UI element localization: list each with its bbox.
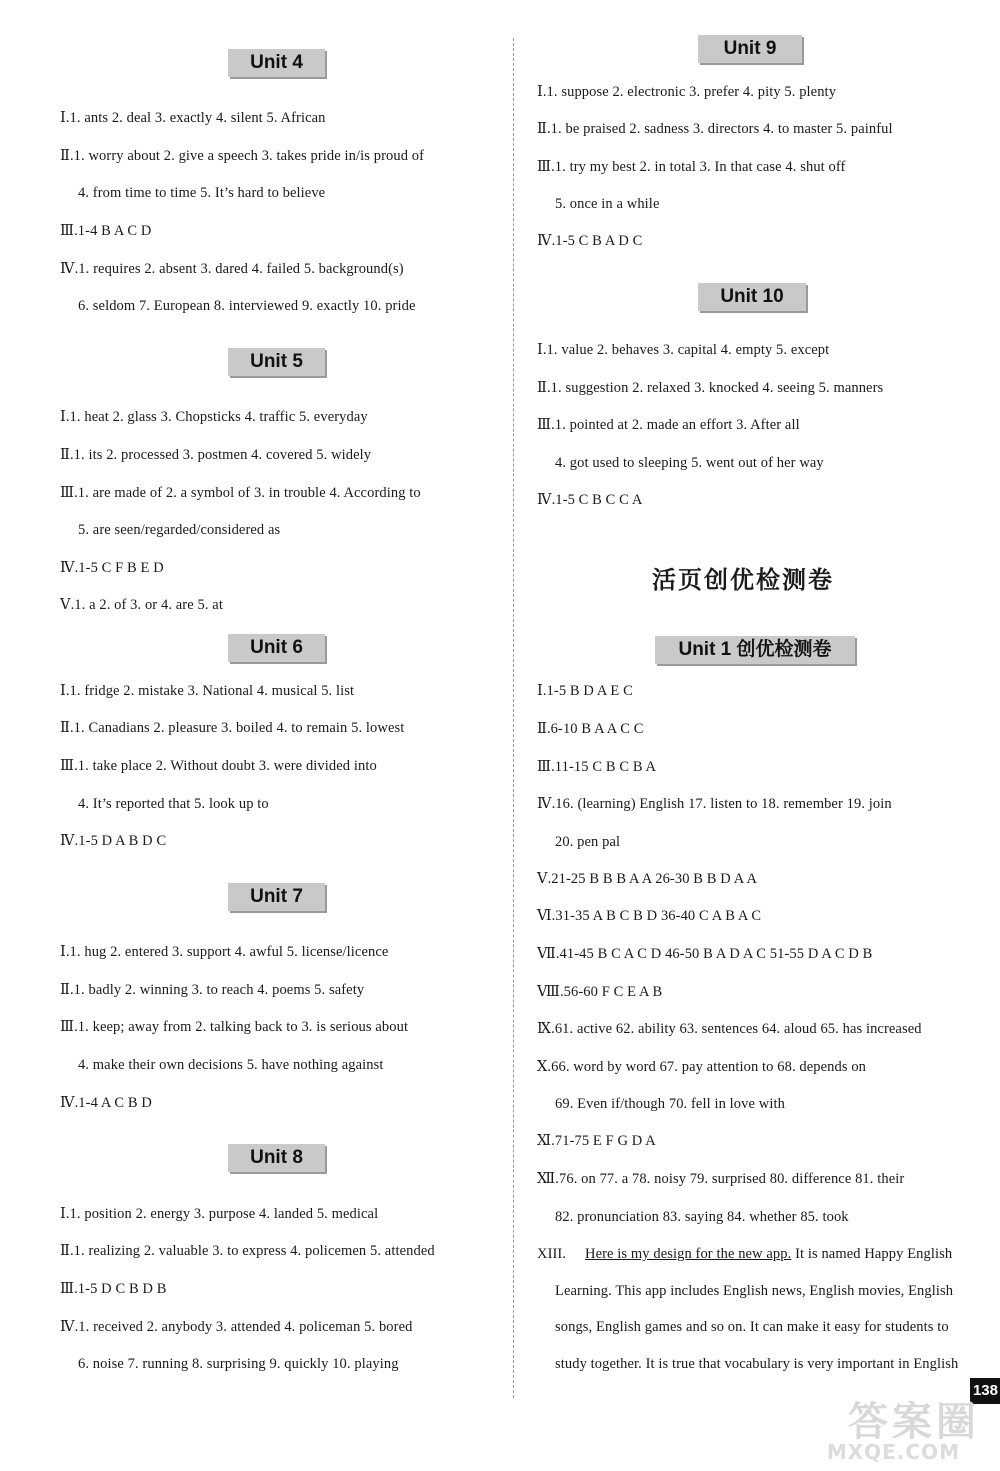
essay-label: XIII. xyxy=(537,1246,567,1262)
answer-line: 5. once in a while xyxy=(555,196,660,212)
answer-line: Ⅱ.1. be praised 2. sadness 3. directors 4. to master 5. painful xyxy=(537,121,893,137)
essay-line: study together. It is true that vocabulary is very important in English xyxy=(555,1356,959,1372)
answer-line: Ⅱ.6-10 B A A C C xyxy=(537,721,644,737)
unit1-test-heading: Unit 1 创优检测卷 xyxy=(655,636,855,664)
answer-line: 69. Even if/though 70. fell in love with xyxy=(555,1096,785,1112)
answer-line: Ⅳ.1. requires 2. absent 3. dared 4. failed 5. background(s) xyxy=(60,261,404,277)
answer-line: 20. pen pal xyxy=(555,834,621,850)
answer-line: Ⅳ.1. received 2. anybody 3. attended 4. policeman 5. bored xyxy=(60,1319,413,1335)
answer-line: Ⅱ.1. Canadians 2. pleasure 3. boiled 4. to remain 5. lowest xyxy=(60,720,405,736)
answer-line: Ⅳ.1-5 D A B D C xyxy=(60,833,167,849)
answer-line: Ⅱ.1. suggestion 2. relaxed 3. knocked 4. seeing 5. manners xyxy=(537,380,884,396)
answer-line: Ⅳ.1-5 C B C C A xyxy=(537,492,643,508)
unit8-heading: Unit 8 xyxy=(228,1144,325,1172)
answer-line: Ⅲ.1-4 B A C D xyxy=(60,223,152,239)
section-title: 活页创优检测卷 xyxy=(652,566,834,594)
answer-line: Ⅲ.1. pointed at 2. made an effort 3. After all xyxy=(537,417,800,433)
answer-line: Ⅱ.1. its 2. processed 3. postmen 4. covered 5. widely xyxy=(60,447,372,463)
essay-line: Learning. This app includes English news, English movies, English xyxy=(555,1283,954,1299)
unit4-heading: Unit 4 xyxy=(228,49,325,77)
answer-line: Ⅳ.1-5 C B A D C xyxy=(537,233,643,249)
answer-line: Ⅺ.71-75 E F G D A xyxy=(537,1133,656,1149)
watermark-logo: 答案圈 xyxy=(848,1399,980,1445)
answer-line: 4. It’s reported that 5. look up to xyxy=(78,796,269,812)
answer-line: Ⅰ.1. fridge 2. mistake 3. National 4. musical 5. list xyxy=(60,683,355,699)
answer-line: Ⅳ.1-4 A C B D xyxy=(60,1095,152,1111)
answer-line: Ⅹ.66. word by word 67. pay attention to 68. depends on xyxy=(537,1059,867,1075)
answer-line: Ⅲ.1. are made of 2. a symbol of 3. in trouble 4. According to xyxy=(60,485,421,501)
answer-line: Ⅱ.1. worry about 2. give a speech 3. takes pride in/is proud of xyxy=(60,148,425,164)
answer-line: Ⅰ.1. ants 2. deal 3. exactly 4. silent 5. African xyxy=(60,110,326,126)
answer-line: Ⅰ.1. position 2. energy 3. purpose 4. landed 5. medical xyxy=(60,1206,379,1222)
answer-line: Ⅱ.1. realizing 2. valuable 3. to express 4. policemen 5. attended xyxy=(60,1243,435,1259)
answer-line: Ⅵ.31-35 A B C B D 36-40 C A B A C xyxy=(537,908,762,924)
answer-line: Ⅴ.1. a 2. of 3. or 4. are 5. at xyxy=(60,597,223,613)
answer-line: Ⅸ.61. active 62. ability 63. sentences 64. aloud 65. has increased xyxy=(537,1021,922,1037)
answer-line: 6. seldom 7. European 8. interviewed 9. exactly 10. pride xyxy=(78,298,416,314)
answer-line: Ⅱ.1. badly 2. winning 3. to reach 4. poems 5. safety xyxy=(60,982,365,998)
answer-line: Ⅰ.1. hug 2. entered 3. support 4. awful 5. license/licence xyxy=(60,944,389,960)
answer-line: 82. pronunciation 83. saying 84. whether 85. took xyxy=(555,1209,849,1225)
answer-line: 5. are seen/regarded/considered as xyxy=(78,522,281,538)
answer-line: Ⅻ.76. on 77. a 78. noisy 79. surprised 80. difference 81. their xyxy=(537,1171,905,1187)
answer-line: Ⅶ.41-45 B C A C D 46-50 B A D A C 51-55 D A C D B xyxy=(537,946,873,962)
unit6-heading: Unit 6 xyxy=(228,634,325,662)
answer-line: Ⅴ.21-25 B B B A A 26-30 B B D A A xyxy=(537,871,758,887)
column-divider xyxy=(513,38,514,1398)
answer-line: Ⅲ.1. take place 2. Without doubt 3. were divided into xyxy=(60,758,377,774)
answer-line: Ⅲ.1. try my best 2. in total 3. In that case 4. shut off xyxy=(537,159,846,175)
answer-line: Ⅳ.1-5 C F B E D xyxy=(60,560,164,576)
page-number: 138 xyxy=(970,1378,1000,1404)
answer-line: Ⅷ.56-60 F C E A B xyxy=(537,984,663,1000)
answer-line: Ⅲ.1. keep; away from 2. talking back to 3. is serious about xyxy=(60,1019,409,1035)
answer-line: Ⅰ.1-5 B D A E C xyxy=(537,683,633,699)
essay-underlined-sentence: Here is my design for the new app. xyxy=(585,1246,792,1262)
watermark-url: MXQE.COM xyxy=(826,1440,960,1464)
essay-first-rest: It is named Happy English xyxy=(791,1246,953,1262)
answer-line: Ⅳ.16. (learning) English 17. listen to 18. remember 19. join xyxy=(537,796,892,812)
essay-first-line xyxy=(585,1246,952,1263)
answer-line: 6. noise 7. running 8. surprising 9. quickly 10. playing xyxy=(78,1356,399,1372)
answer-line: Ⅰ.1. heat 2. glass 3. Chopsticks 4. traffic 5. everyday xyxy=(60,409,368,425)
answer-line: 4. got used to sleeping 5. went out of her way xyxy=(555,455,824,471)
answer-line: Ⅰ.1. suppose 2. electronic 3. prefer 4. pity 5. plenty xyxy=(537,84,837,100)
answer-line: Ⅲ.1-5 D C B D B xyxy=(60,1281,167,1297)
answer-line: Ⅰ.1. value 2. behaves 3. capital 4. empty 5. except xyxy=(537,342,830,358)
unit7-heading: Unit 7 xyxy=(228,883,325,911)
answer-line: 4. from time to time 5. It’s hard to believe xyxy=(78,185,326,201)
essay-line: songs, English games and so on. It can make it easy for students to xyxy=(555,1319,949,1335)
unit9-heading: Unit 9 xyxy=(698,35,802,63)
unit10-heading: Unit 10 xyxy=(698,283,806,311)
answer-line: 4. make their own decisions 5. have nothing against xyxy=(78,1057,384,1073)
unit5-heading: Unit 5 xyxy=(228,348,325,376)
answer-line: Ⅲ.11-15 C B C B A xyxy=(537,759,657,775)
